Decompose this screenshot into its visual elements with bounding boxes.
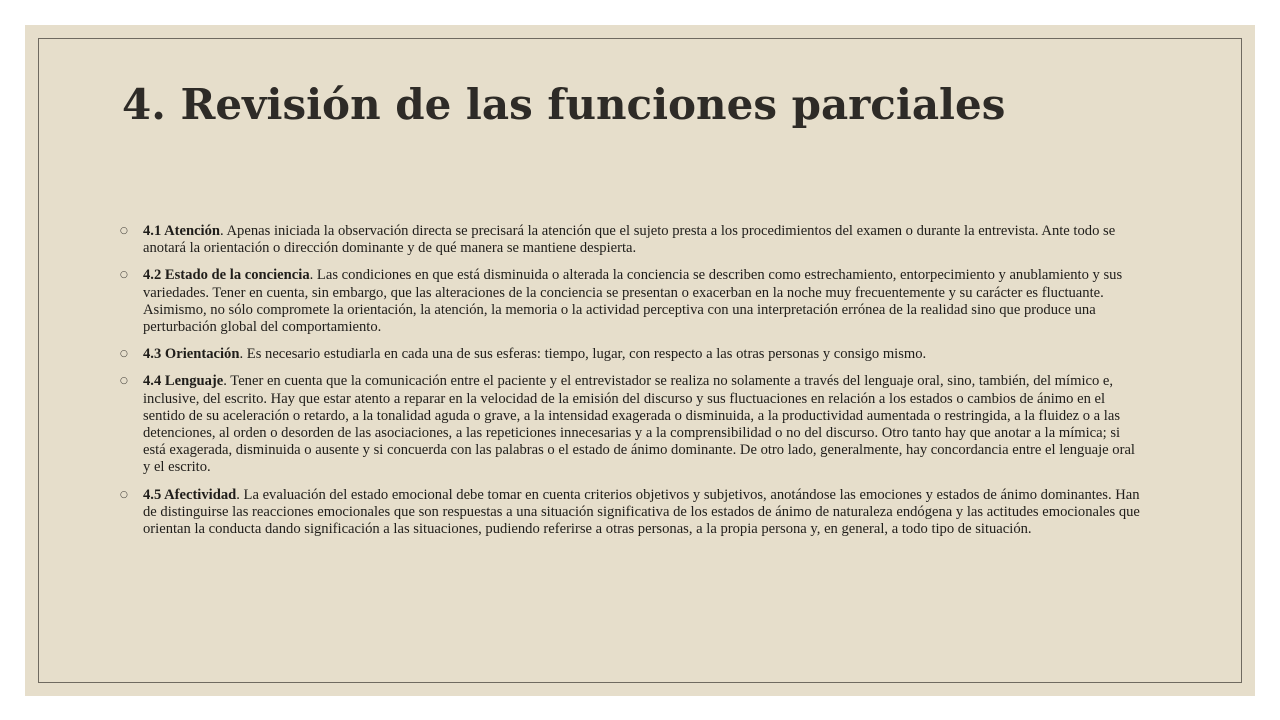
bullet-heading: 4.3 Orientación [143,346,240,363]
bullet-heading: 4.2 Estado de la conciencia [143,267,310,284]
bullet-text: . Apenas iniciada la observación directa se precisará la atención que el sujeto presta a los procedimientos del examen o durante la entrevista. Ante todo se anotará la orientación o dirección dominante y de qué manera se mantiene despierta. [143,223,1116,257]
hollow-circle-bullet-icon: ○ [120,489,128,500]
slide-title: 4. Revisión de las funciones parciales [122,80,1006,129]
slide [25,25,1255,696]
hollow-circle-bullet-icon: ○ [120,226,128,236]
bullet-text: . Las condiciones en que está disminuida o alterada la conciencia se describen como estrechamiento, entorpecimiento y anublamiento y sus variedades. Tener en cuenta, sin embargo, que las alteraciones de la conciencia se presentan o exacerban en la noche muy frecuentemente y su carácter es fluctuante. Asimismo, no sólo compromete la orientación, la atención, la memoria o la actividad perceptiva con una interpretación errónea de la realidad sino que produce una perturbación global del comportamiento. [143,267,1123,336]
bullet-item-orientacion [120,346,1145,363]
hollow-circle-bullet-icon: ○ [120,270,128,281]
hollow-circle-bullet-icon: ○ [120,349,128,360]
bullet-heading: 4.4 Lenguaje [143,373,224,390]
bullet-heading: 4.5 Afectividad [143,486,237,503]
hollow-circle-bullet-icon: ○ [120,376,128,387]
bullet-text: . La evaluación del estado emocional debe tomar en cuenta criterios objetivos y subjetivos, anotándose las emociones y estados de ánimo dominantes. Han de distinguirse las reacciones emocionales que son respuestas a una situación significativa de los estados de ánimo de naturaleza endógena y las actitudes emocionales que orientan la conducta dando significación a las situaciones, pudiendo referirse a otras personas, a la propia persona y, en general, a todo tipo de situación. [143,486,1140,538]
bullet-item-afectividad [120,487,1145,539]
bullet-text: . Tener en cuenta que la comunicación entre el paciente y el entrevistador se realiza no solamente a través del lenguaje oral, sino, también, del mímico e, inclusive, del escrito. Hay que estar atento a reparar en la velocidad de la emisión del discurso y sus fluctuaciones en relación a los estados o cambios de ánimo en el sentido de su aceleración o retardo, a la tonalidad aguda o grave, a la intensidad exagerada o disminuida, a la productividad aumentada o restringida, a la fluidez o a las detenciones, al orden o desorden de las asociaciones, a las repeticiones innecesarias y a la comprensibilidad o no del discurso. Otro tanto hay que anotar a la mímica; si está exagerada, disminuida o ausente y si concuerda con las palabras o el estado de ánimo dominante. De otro lado, generalmente, hay concordancia entre el lenguaje oral y el escrito. [143,373,1135,476]
bullet-item-atencion [120,223,1145,257]
bullet-item-estado-conciencia [120,267,1145,336]
bullet-text: . Es necesario estudiarla en cada una de sus esferas: tiempo, lugar, con respecto a las otras personas y consigo mismo. [239,346,927,363]
bullet-item-lenguaje [120,373,1145,476]
bullet-heading: 4.1 Atención [143,223,221,239]
bullet-list [120,223,1145,548]
